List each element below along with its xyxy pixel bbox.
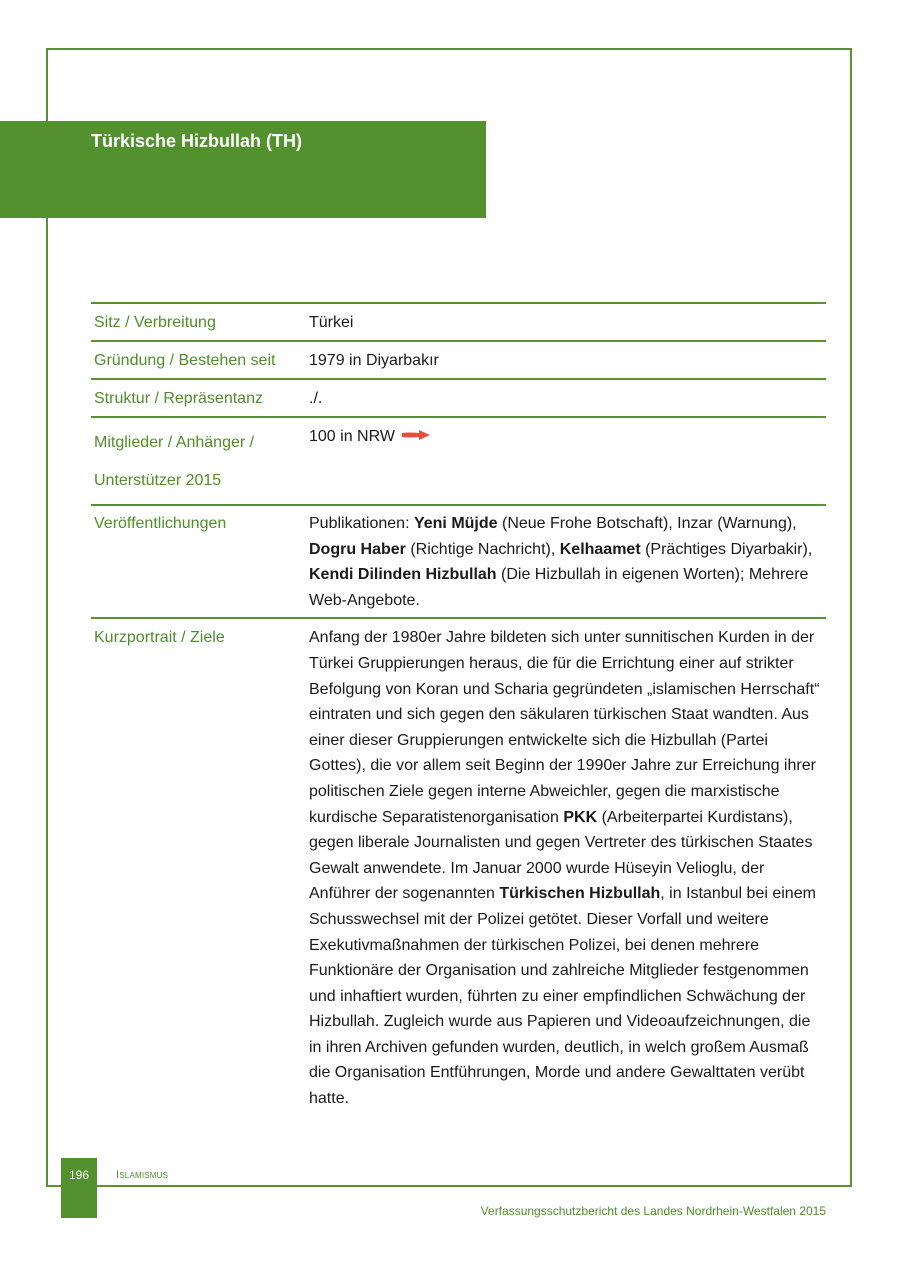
publication-title: Kendi Dilinden Hizbullah bbox=[309, 566, 497, 584]
row-label bbox=[91, 418, 309, 504]
text-segment: (Arbeiterpartei Kurdistans), gegen liberale Journalisten und gegen Vertreter des türkischen Staates Gewalt anwendete. Im Januar 2000 wurde Hüseyin Velioglu, der Anführer der sogenannten bbox=[309, 808, 813, 903]
publication-title: Kelhaamet bbox=[559, 540, 641, 558]
row-mitglieder bbox=[91, 418, 826, 506]
running-section-name: Islamismus bbox=[116, 1169, 169, 1181]
member-count: 100 in NRW bbox=[309, 428, 395, 445]
publication-title: Yeni Müjde bbox=[413, 515, 498, 532]
page-number: 196 bbox=[68, 1168, 90, 1182]
section-title: Türkische Hizbullah (TH) bbox=[91, 131, 303, 151]
text-segment: Publikationen: bbox=[309, 515, 414, 532]
row-label-line: Unterstützer 2015 bbox=[94, 471, 222, 489]
row-value: Türkei bbox=[309, 314, 354, 331]
text-segment: Anfang der 1980er Jahre bildeten sich unter sunnitischen Kurden in der Türkei Gruppierungen heraus, die für die Errichtung einer auf strikter Befolgung von Koran und Scharia gegründeten „islamischen Herrschaft“ eintraten und sich gegen den säkularen türkischen Staat wandten. Aus einer dieser Gruppierungen entwickelte sich die Hizbullah (Partei Gottes), die vor allem seit Beginn der 1990er Jahre zur Erreichung ihrer politischen Ziele gegen interne Abweichler, gegen die marxistische kurdische Separatistenorganisation bbox=[309, 629, 820, 826]
row-label: Veröffentlichungen bbox=[94, 515, 227, 532]
row-kurzportrait bbox=[91, 619, 826, 1111]
text-segment: , in Istanbul bei einem Schusswechsel mit der Polizei getötet. Dieser Vorfall und weitere Exekutivmaßnahmen der türkischen Polizei, bei denen mehrere Funktionäre der Organisation und zahlreiche Mitglieder festgenommen und inhaftiert wurden, führten zu einer empfindlichen Schwächung der Hizbullah. Zugleich wurde aus Papieren und Videoaufzeichnungen, die in ihren Archiven gefunden wurden, deutlich, in welch großem Ausmaß die Organisation Entführungen, Morde und andere Gewalttaten verübt hatte. bbox=[309, 885, 816, 1108]
row-veroeffentlichungen bbox=[91, 506, 826, 619]
report-title-footer: Verfassungsschutzbericht des Landes Nordrhein-Westfalen 2015 bbox=[480, 1204, 826, 1218]
row-label: Struktur / Repräsentanz bbox=[94, 390, 263, 407]
text-segment: (Neue Frohe Botschaft), Inzar (Warnung), bbox=[497, 515, 797, 532]
row-value: 1979 in Diyarbakır bbox=[309, 352, 439, 369]
row-label: Sitz / Verbreitung bbox=[94, 314, 216, 331]
publication-title: Dogru Haber bbox=[309, 540, 406, 558]
bold-term: Türkischen Hizbullah bbox=[499, 885, 661, 903]
row-label: Gründung / Bestehen seit bbox=[94, 352, 276, 369]
row-label-line: Mitglieder / Anhänger / bbox=[94, 434, 255, 451]
row-struktur bbox=[91, 380, 826, 418]
row-value: ./. bbox=[309, 390, 323, 407]
row-gruendung bbox=[91, 342, 826, 380]
info-table bbox=[91, 302, 826, 1112]
row-value bbox=[309, 506, 826, 617]
text-segment: (Die Hizbullah in eigenen Worten); Mehrere Web-Angebote. bbox=[309, 566, 809, 609]
page-number-box bbox=[61, 1158, 97, 1218]
right-arrow-icon bbox=[401, 429, 431, 441]
row-value bbox=[309, 418, 826, 504]
row-sitz bbox=[91, 304, 826, 342]
bold-term: PKK bbox=[563, 808, 598, 826]
row-value bbox=[309, 619, 826, 1111]
text-segment: (Richtige Nachricht), bbox=[405, 540, 560, 558]
text-segment: (Prächtiges Diyarbakir), bbox=[640, 540, 813, 558]
row-label: Kurzportrait / Ziele bbox=[94, 629, 225, 647]
title-band bbox=[0, 121, 486, 218]
